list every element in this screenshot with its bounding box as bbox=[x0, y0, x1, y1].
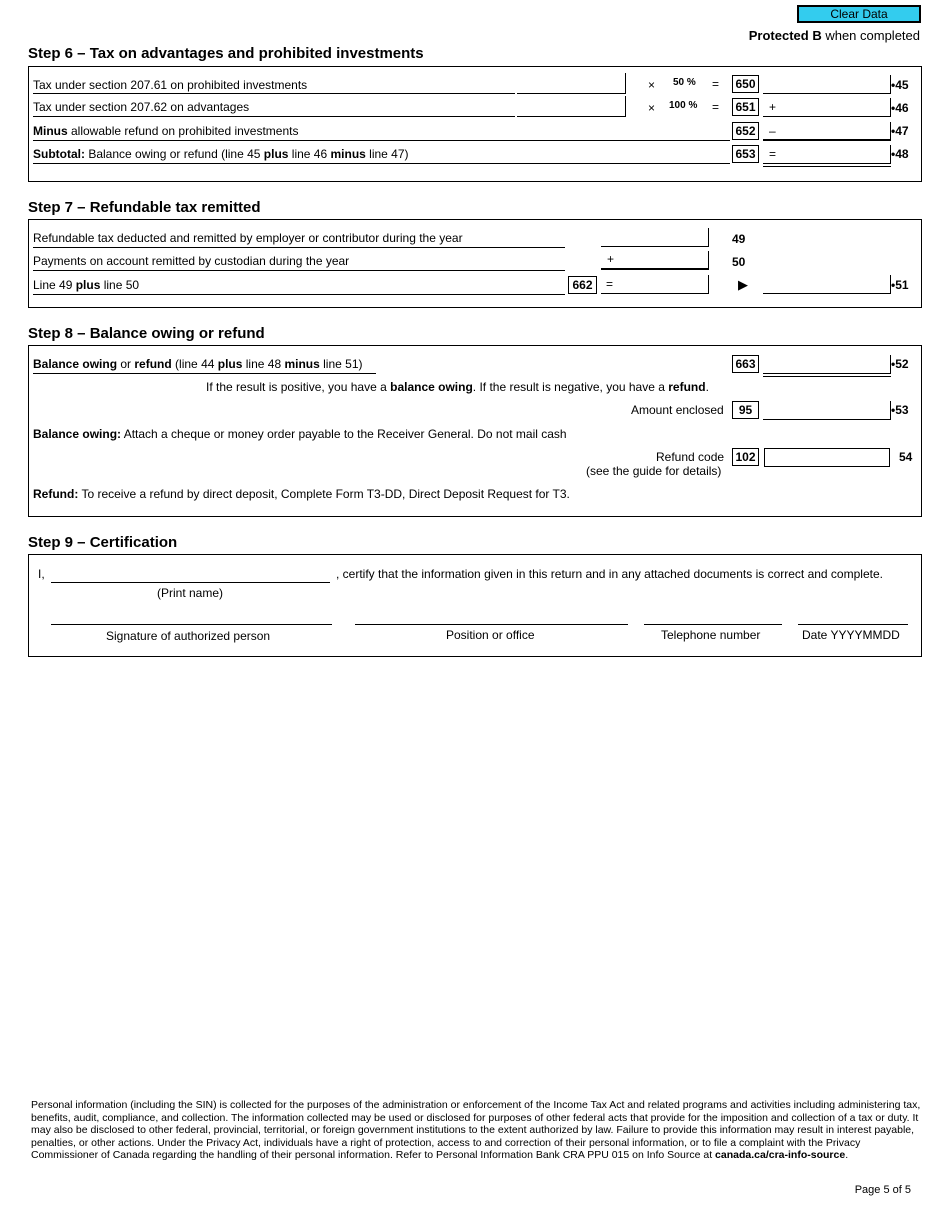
protected-b-label: Protected B bbox=[748, 28, 822, 43]
step7-title: Step 7 – Refundable tax remitted bbox=[28, 199, 261, 216]
step8-row1-t4: line 51) bbox=[319, 357, 363, 371]
step8-line54-number: 54 bbox=[899, 450, 913, 464]
step6-code-651: 651 bbox=[732, 98, 759, 116]
step9-certify-text: , certify that the information given in this return and in any attached documents is correct and complete. bbox=[336, 567, 883, 581]
step7-code-662: 662 bbox=[568, 276, 597, 294]
step9-print-name-field[interactable] bbox=[51, 565, 330, 583]
step6-row1-rate: 50 % bbox=[673, 77, 696, 88]
step9-date-field[interactable] bbox=[798, 607, 908, 625]
step7-row1-label: Refundable tax deducted and remitted by employer or contributor during the year bbox=[33, 231, 463, 245]
step6-line46-field[interactable] bbox=[763, 98, 891, 117]
step8-line53-number: •53 bbox=[891, 403, 909, 417]
step6-row3-underline bbox=[33, 140, 730, 141]
step6-line48-number: •48 bbox=[891, 147, 909, 161]
step7-row3-op: = bbox=[606, 277, 614, 291]
step6-title: Step 6 – Tax on advantages and prohibited investments bbox=[28, 45, 424, 62]
step7-row2-underline bbox=[33, 270, 565, 271]
step8-row1-underline bbox=[33, 373, 376, 374]
step6-box bbox=[28, 66, 922, 182]
step6-row2-times: × bbox=[648, 101, 656, 115]
step8-note-b2: refund bbox=[668, 380, 706, 394]
step8-note-t3: . bbox=[705, 380, 709, 394]
step6-line47-field[interactable] bbox=[763, 122, 891, 141]
step6-line48-field[interactable] bbox=[763, 145, 891, 164]
step6-row1-eq: = bbox=[712, 77, 720, 91]
step7-row3-b: plus bbox=[75, 278, 101, 292]
arrow-right-icon: ▶ bbox=[738, 277, 748, 292]
step7-row2-op: + bbox=[607, 252, 615, 266]
step7-line49-field[interactable] bbox=[601, 228, 709, 247]
step8-title: Step 8 – Balance owing or refund bbox=[28, 325, 265, 342]
step6-row1-underline bbox=[33, 93, 515, 94]
step9-telephone-field[interactable] bbox=[644, 607, 782, 625]
step9-i-label: I, bbox=[38, 567, 45, 581]
step6-row1-times: × bbox=[648, 78, 656, 92]
privacy-link[interactable]: canada.ca/cra-info-source bbox=[715, 1149, 846, 1161]
step8-owing-rest: Attach a cheque or money order payable to the Receiver General. Do not mail cash bbox=[121, 427, 567, 441]
protected-b-notice bbox=[749, 28, 920, 43]
step8-row1-t2: (line 44 bbox=[171, 357, 218, 371]
step6-row4-t2: line 46 bbox=[288, 147, 331, 161]
step6-row3-op: – bbox=[769, 124, 776, 138]
step6-row2-label: Tax under section 207.62 on advantages bbox=[33, 100, 250, 114]
step8-refund-code-label: Refund code bbox=[656, 450, 725, 464]
privacy-notice bbox=[31, 1099, 921, 1162]
step9-print-name-caption: (Print name) bbox=[157, 586, 224, 600]
step7-box bbox=[28, 219, 922, 308]
step6-line46-number: •46 bbox=[891, 101, 909, 115]
step9-signature-field[interactable] bbox=[51, 607, 332, 625]
step7-line51-number: •51 bbox=[891, 278, 909, 292]
step8-owing-bold: Balance owing: bbox=[33, 427, 122, 441]
step8-row1-b1: Balance owing bbox=[33, 357, 118, 371]
step8-note-t2: . If the result is negative, you have a bbox=[472, 380, 669, 394]
step6-row4-t1: Balance owing or refund (line 45 bbox=[85, 147, 264, 161]
step9-position-caption: Position or office bbox=[446, 628, 535, 642]
step7-row1-underline bbox=[33, 247, 565, 248]
step8-line53-field[interactable] bbox=[763, 401, 891, 420]
step7-row3-label bbox=[33, 278, 139, 292]
step9-position-field[interactable] bbox=[355, 607, 628, 625]
step8-code-663: 663 bbox=[732, 355, 759, 373]
step7-row3-underline bbox=[33, 294, 565, 295]
step9-signature-caption: Signature of authorized person bbox=[106, 629, 271, 643]
step8-row1-b4: minus bbox=[284, 357, 320, 371]
step8-row1-label bbox=[33, 357, 363, 371]
step9-telephone-caption: Telephone number bbox=[661, 628, 761, 642]
step6-line45-number: •45 bbox=[891, 78, 909, 92]
step6-row4-b3: minus bbox=[330, 147, 366, 161]
step6-line47-number: •47 bbox=[891, 124, 909, 138]
step8-row1-t1: or bbox=[117, 357, 135, 371]
step7-line50-field[interactable] bbox=[601, 251, 709, 270]
step6-line45-field[interactable] bbox=[763, 75, 891, 94]
step7-row3-t2: line 50 bbox=[100, 278, 140, 292]
step8-row1-t3: line 48 bbox=[242, 357, 285, 371]
step8-line52-field[interactable] bbox=[763, 355, 891, 374]
step6-code-652: 652 bbox=[732, 122, 759, 140]
step7-row3-t1: Line 49 bbox=[33, 278, 76, 292]
step6-row2-amount-field[interactable] bbox=[517, 100, 625, 117]
clear-data-button[interactable]: Clear Data bbox=[797, 5, 921, 23]
privacy-end: . bbox=[845, 1149, 849, 1161]
step8-result-note bbox=[206, 380, 709, 394]
step9-date-caption: Date YYYYMMDD bbox=[802, 628, 900, 642]
step8-code-102: 102 bbox=[732, 448, 759, 466]
step8-box bbox=[28, 345, 922, 517]
step6-row1-amount-field[interactable] bbox=[517, 77, 625, 94]
step8-owing-instruction bbox=[33, 427, 567, 441]
step8-code-95: 95 bbox=[732, 401, 759, 419]
step7-row2-label: Payments on account remitted by custodian during the year bbox=[33, 254, 350, 268]
step9-title: Step 9 – Certification bbox=[28, 534, 178, 551]
step6-row2-rate: 100 % bbox=[669, 100, 698, 111]
step8-line52-double bbox=[763, 376, 891, 377]
step6-row4-underline bbox=[33, 163, 730, 164]
step7-line49-number: 49 bbox=[732, 232, 746, 246]
step6-row4-label bbox=[33, 147, 409, 161]
step6-row4-op: = bbox=[769, 147, 777, 161]
step6-code-653: 653 bbox=[732, 145, 759, 163]
step8-refund-bold: Refund: bbox=[33, 487, 79, 501]
step8-refund-instruction bbox=[33, 487, 570, 501]
step8-line52-number: •52 bbox=[891, 357, 909, 371]
step7-line51-field[interactable] bbox=[763, 275, 891, 294]
step6-row2-sep bbox=[625, 96, 626, 117]
step6-row1-label: Tax under section 207.61 on prohibited investments bbox=[33, 78, 308, 92]
step6-row3-label bbox=[33, 124, 298, 138]
step6-row2-eq: = bbox=[712, 100, 720, 114]
protected-b-rest: when completed bbox=[821, 28, 920, 43]
step6-row1-sep bbox=[625, 73, 626, 94]
step8-note-b1: balance owing bbox=[390, 380, 473, 394]
privacy-text: Personal information (including the SIN) is collected for the purposes of the administration or enforcement of the Income Tax Act and related programs and activities including administering tax, benefits, audit, compliance, and collection. The information collected may be used or disclosed for purposes of other federal acts that provide for the imposition and collection of a tax or duty. It may also be disclosed to other federal, provincial, territorial, or foreign government institutions to the extent authorized by law. Failure to provide this information may result in interest payable, penalties, or other actions. Under the Privacy Act, individuals have a right of protection, access to and correction of their personal information, or to file a complaint with the Privacy Commissioner of Canada regarding the handling of their personal information. Refer to Personal Information Bank CRA PPU 015 on Info Source at bbox=[31, 1099, 921, 1161]
step8-refund-code-note: (see the guide for details) bbox=[586, 464, 722, 478]
step7-row3-subtotal-field[interactable] bbox=[601, 275, 709, 294]
step8-refund-code-field[interactable] bbox=[764, 448, 890, 467]
step6-row4-b1: Subtotal: bbox=[33, 147, 85, 161]
step6-row3-bold: Minus bbox=[33, 124, 68, 138]
step8-enclosed-label: Amount enclosed bbox=[631, 403, 724, 417]
step6-row2-underline bbox=[33, 116, 515, 117]
step6-code-650: 650 bbox=[732, 75, 759, 93]
step8-row1-b3: plus bbox=[217, 357, 243, 371]
step9-box bbox=[28, 554, 922, 657]
step7-line50-number: 50 bbox=[732, 255, 746, 269]
step6-row2-op: + bbox=[769, 100, 777, 114]
step8-row1-b2: refund bbox=[134, 357, 172, 371]
page-number: Page 5 of 5 bbox=[854, 1184, 911, 1196]
step6-row4-t3: line 47) bbox=[365, 147, 409, 161]
step6-row4-b2: plus bbox=[263, 147, 289, 161]
step6-line48-double bbox=[763, 166, 891, 167]
step8-note-t1: If the result is positive, you have a bbox=[206, 380, 391, 394]
step6-row3-rest: allowable refund on prohibited investments bbox=[67, 124, 299, 138]
step8-refund-rest: To receive a refund by direct deposit, Complete Form T3-DD, Direct Deposit Request for T3. bbox=[78, 487, 570, 501]
